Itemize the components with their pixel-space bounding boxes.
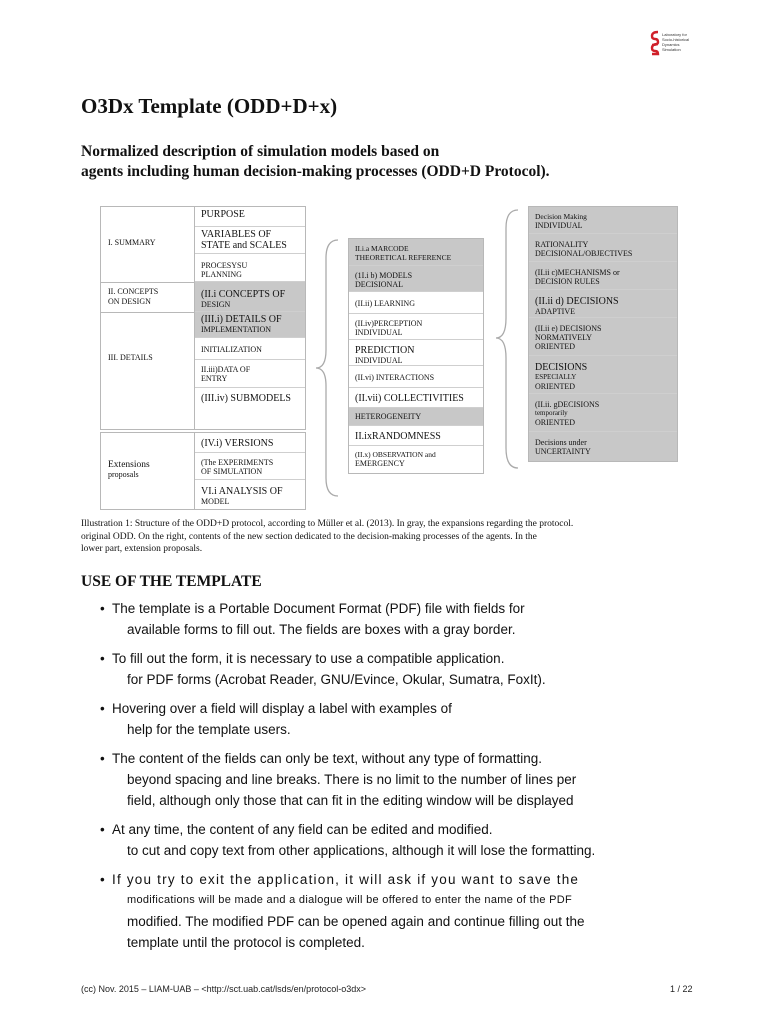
footer-copyright: (cc) Nov. 2015 – LIAM-UAB – <http://sct.uab.cat/lsds/en/protocol-o3dx> xyxy=(81,984,366,994)
page-title: O3Dx Template (ODD+D+x) xyxy=(81,94,338,118)
field-purpose: PURPOSE xyxy=(195,207,305,227)
list-item: • To fill out the form, it is necessary to use a compatible application. for PDF forms (Acrobat Reader, GNU/Evince, Okular, Sumatra, FoxIt). xyxy=(100,651,546,687)
field-learning: (II.ii) LEARNING xyxy=(349,292,483,314)
field-rationality: RATIONALITY DECISIONAL/OBJECTIVES xyxy=(529,234,677,262)
field-input-data: II.iii)DATA OF ENTRY xyxy=(195,360,305,388)
field-spatial-decisions: DECISIONS ESPECIALLY ORIENTED xyxy=(529,356,677,394)
field-stochasticity: II.ixRANDOMNESS xyxy=(349,426,483,446)
field-uncertainty-decisions: Decisions under UNCERTAINTY xyxy=(529,432,677,461)
label-extensions: Extensions proposals xyxy=(108,460,150,479)
field-collectives: (II.vii) COLLECTIVITIES xyxy=(349,388,483,408)
section-title: USE OF THE TEMPLATE xyxy=(81,573,262,590)
list-item: • The template is a Portable Document Format (PDF) file with fields for available forms to fill out. The fields are boxes with a gray border. xyxy=(100,601,525,637)
figure-caption: Illustration 1: Structure of the ODD+D protocol, according to Müller et al. (2013). In gray, the expansions regarding the protocol. original ODD. On the right, contents of the new section dedicated to the decision-making processes of the agents. In the lower part, extension proposals. xyxy=(81,519,574,554)
field-analysis: VI.i ANALYSIS OF MODEL xyxy=(201,486,283,506)
field-decision-models: (1I.i b) MODELS DECISIONAL xyxy=(349,266,483,292)
usage-bullet-list xyxy=(100,598,720,961)
label-details: III. DETAILS xyxy=(108,353,153,362)
odd-structure-diagram xyxy=(100,200,680,512)
logo-text: Laboratory for Socio-historical Dynamics Simulation xyxy=(662,32,690,52)
field-decision-rules: (II.ii c)MECHANISMS or DECISION RULES xyxy=(529,262,677,290)
field-implementation-details: (III.i) DETAILS OF IMPLEMENTATION xyxy=(195,312,305,338)
field-temporal-decisions: (II.ii. gDECISIONS temporarily ORIENTED xyxy=(529,394,677,432)
field-initialization: INITIALIZATION xyxy=(195,338,305,360)
field-perception: (II.iv)PERCEPTION INDIVIDUAL xyxy=(349,314,483,340)
label-concepts: II. CONCEPTS ON DESIGN xyxy=(108,287,159,306)
field-design-concepts: (II.i CONCEPTS OF DESIGN xyxy=(195,282,305,312)
field-state-variables: VARIABLES OF STATE and SCALES xyxy=(195,227,305,254)
field-versions: (IV.i) VERSIONS xyxy=(195,433,305,453)
list-item: • At any time, the content of any field can be edited and modified. to cut and copy text from other applications, although it will lose the formatting. xyxy=(100,822,596,858)
label-summary: I. SUMMARY xyxy=(108,238,156,247)
field-adaptive-decisions: (II.ii d) DECISIONS ADAPTIVE xyxy=(529,290,677,318)
field-decision-individual: Decision Making INDIVIDUAL xyxy=(529,207,677,234)
field-experiments: (The EXPERIMENTS OF SIMULATION xyxy=(195,453,305,480)
field-theoretical-background: II.i.a MARCODE THEORETICAL REFERENCE xyxy=(349,239,483,266)
field-prediction: PREDICTION INDIVIDUAL xyxy=(349,340,483,366)
field-process-overview: PROCESYSU PLANNING xyxy=(195,254,305,282)
field-interactions: (II.vi) INTERACTIONS xyxy=(349,366,483,388)
field-normative-decisions: (II.ii e) DECISIONS NORMATIVELY ORIENTED xyxy=(529,318,677,356)
field-submodels: (III.iv) SUBMODELS xyxy=(201,393,291,404)
list-item: • The content of the fields can only be text, without any type of formatting. beyond spacing and line breaks. There is no limit to the number of lines per field, although only those that can fit in the editing window will be displayed xyxy=(100,751,577,808)
page-subtitle: Normalized description of simulation models based on agents including human decision-making processes (ODD+D Protocol). xyxy=(81,143,550,180)
list-item: • If you try to exit the application, it will ask if you want to save the modifications will be made and a dialogue will be offered to enter the name of the PDF modified. The modified PDF can be opened again and continue filling out the template until the protocol is completed. xyxy=(100,872,585,950)
left-brace-icon xyxy=(312,238,342,498)
page-number: 1 / 22 xyxy=(670,984,693,994)
right-brace-icon xyxy=(492,208,522,470)
field-observation: (II.x) OBSERVATION and EMERGENCY xyxy=(355,450,436,468)
logo-mark-icon xyxy=(650,30,660,56)
list-item: • Hovering over a field will display a label with examples of help for the template users. xyxy=(100,701,452,737)
field-heterogeneity: HETEROGENEITY xyxy=(349,408,483,426)
lab-logo xyxy=(650,30,720,58)
